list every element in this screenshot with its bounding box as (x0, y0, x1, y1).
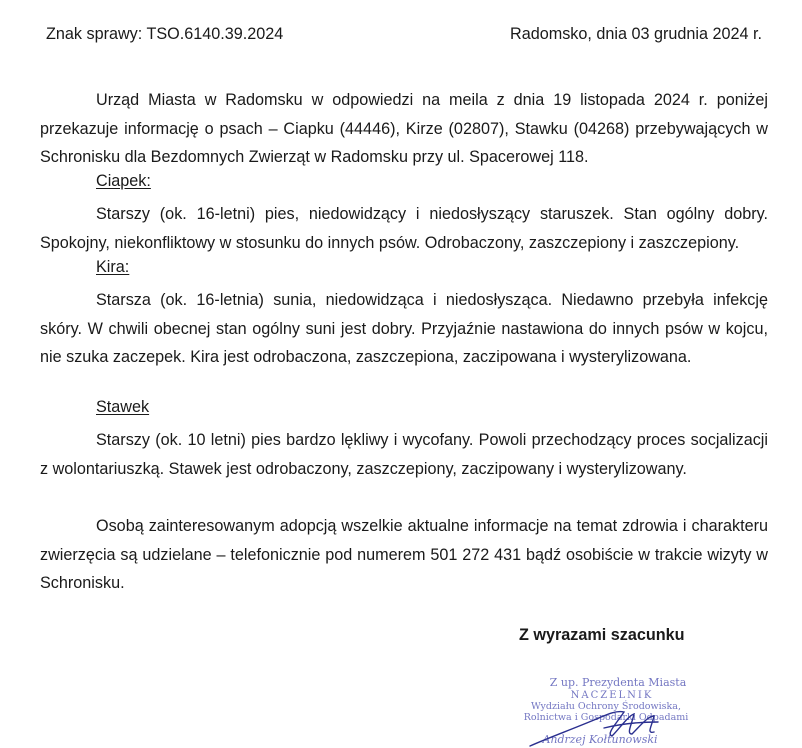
case-number: Znak sprawy: TSO.6140.39.2024 (46, 25, 284, 43)
section-title-ciapek: Ciapek: (96, 172, 151, 190)
place-date: Radomsko, dnia 03 grudnia 2024 r. (510, 25, 762, 43)
closing-paragraph: Osobą zainteresowanym adopcją wszelkie aktualne informacje na temat zdrowia i charakteru zwierzęcia są udzielane – telefonicznie pod numerem 501 272 431 bądź osobiście w trakcie wizyty w Schronisku. (40, 517, 768, 592)
section-text-ciapek: Starszy (ok. 16-letni) pies, niedowidzący i niedosłyszący staruszek. Stan ogólny dobry. Spokojny, niekonfliktowy w stosunku do innych psów. Odrobaczony, zaszczepiony i zaszczepiony. (40, 205, 768, 252)
stamp-line-3: Wydziału Ochrony Środowiska, (531, 701, 681, 712)
official-stamp (508, 672, 708, 748)
section-title-kira: Kira: (96, 258, 130, 276)
section-text-stawek: Starszy (ok. 10 letni) pies bardzo lękliwy i wycofany. Powoli przechodzący proces socjalizacji z wolontariuszką. Stawek jest odrobaczony, zaszczepiony, zaczipowany i wysterylizowany. (40, 431, 768, 478)
stamp-line-5: Andrzej Kołtunowski (542, 733, 658, 746)
section-title-stawek: Stawek (96, 398, 150, 416)
closing-salutation: Z wyrazami szacunku (519, 626, 685, 644)
intro-paragraph: Urząd Miasta w Radomsku w odpowiedzi na meila z dnia 19 listopada 2024 r. poniżej przekazuje informację o psach – Ciapku (44446), Kirze (02807), Stawku (04268) przebywających w Schronisku dla Bezdomnych Zwierząt w Radomsku przy ul. Spacerowej 118. (40, 91, 768, 166)
stamp-line-4: Rolnictwa i Gospodarki Odpadami (523, 712, 689, 723)
section-text-kira: Starsza (ok. 16-letnia) sunia, niedowidząca i niedosłysząca. Niedawno przebyła infekcję skóry. W chwili obecnej stan ogólny suni jest dobry. Przyjaźnie nastawiona do innych psów w kojcu, nie szuka zaczepek. Kira jest odrobaczona, zaszczepiona, zaczipowana i wysterylizowana. (40, 291, 768, 366)
stamp-line-2: NACZELNIK (570, 690, 654, 701)
stamp-line-1: Z up. Prezydenta Miasta (549, 676, 687, 689)
